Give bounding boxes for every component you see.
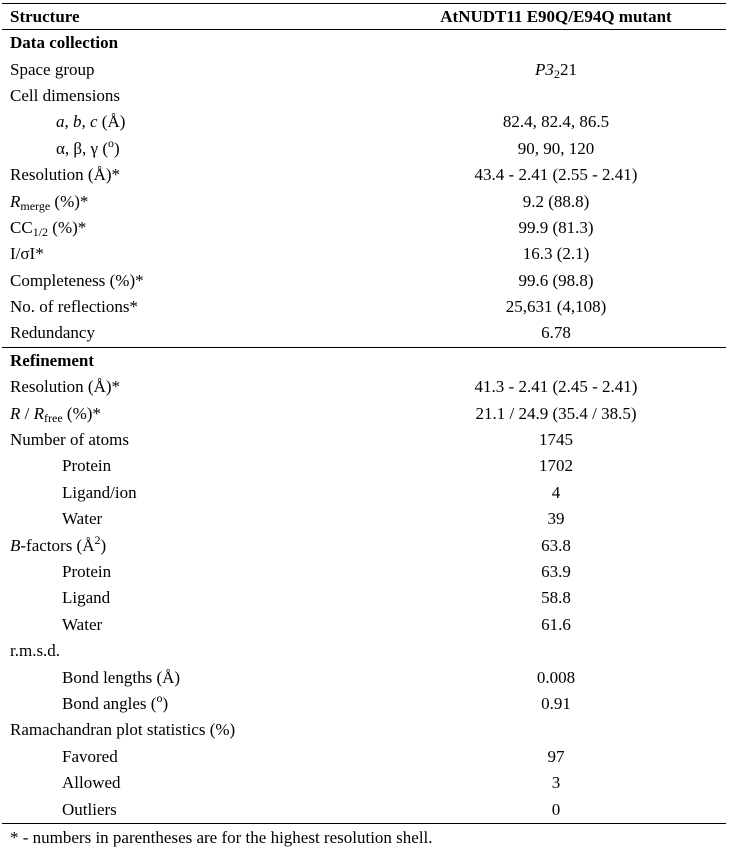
row-value: 61.6 xyxy=(541,614,571,634)
label-text: (%)* xyxy=(48,217,87,237)
table-row xyxy=(2,427,726,453)
label-text: / xyxy=(20,403,34,423)
space-group-suffix: 21 xyxy=(559,59,577,79)
table-row xyxy=(2,480,726,506)
label-sub: free xyxy=(44,410,63,425)
row-value: 63.8 xyxy=(541,535,571,555)
row-label: Outliers xyxy=(2,796,386,823)
row-label: Protein xyxy=(62,562,112,581)
row-label: r.m.s.d. xyxy=(10,641,61,661)
row-value: 82.4, 82.4, 86.5 xyxy=(502,112,610,132)
label-sup: 2 xyxy=(94,532,101,547)
row-value: 90, 90, 120 xyxy=(517,138,595,158)
row-value: 99.6 (98.8) xyxy=(518,270,594,290)
label-text: α, β, γ ( xyxy=(56,138,108,158)
row-label: Number of atoms xyxy=(10,430,129,450)
label-r: R xyxy=(33,403,45,423)
row-label: Redundancy xyxy=(10,323,95,343)
row-label: Ligand xyxy=(62,588,111,608)
row-value: 9.2 (88.8) xyxy=(522,191,590,211)
table-row xyxy=(2,770,726,796)
row-value: 0.008 xyxy=(536,667,576,687)
row-value: 16.3 (2.1) xyxy=(522,244,590,264)
row-label: Ligand/ion xyxy=(62,482,137,502)
label-unit: (Å) xyxy=(97,112,126,132)
row-label xyxy=(2,215,386,241)
table-row xyxy=(2,215,726,241)
row-label: Ramachandran plot statistics (%) xyxy=(10,720,236,740)
row-label: Allowed xyxy=(62,773,121,793)
row-value: 58.8 xyxy=(541,588,571,608)
table-row xyxy=(2,320,726,347)
row-label xyxy=(2,136,386,162)
section-data-collection: Data collection xyxy=(10,33,119,53)
table-row xyxy=(2,506,726,532)
label-sup: o xyxy=(107,135,114,150)
section-row xyxy=(2,30,726,57)
row-value: 97 xyxy=(547,746,565,766)
row-value: 99.9 (81.3) xyxy=(518,217,594,237)
row-value: 0.91 xyxy=(541,693,571,713)
table-row xyxy=(2,559,726,585)
row-label: Resolution (Å)* xyxy=(10,165,121,185)
row-value: 1702 xyxy=(539,456,573,476)
section-row xyxy=(2,347,726,374)
table-header-row xyxy=(2,4,726,30)
table-row xyxy=(2,188,726,214)
row-value: 0 xyxy=(386,796,726,823)
header-mutant: AtNUDT11 E90Q/E94Q mutant xyxy=(386,4,726,30)
label-text: (%)* xyxy=(50,191,89,211)
row-value xyxy=(386,56,726,82)
row-value: 43.4 - 2.41 (2.55 - 2.41) xyxy=(474,165,638,185)
table-row xyxy=(2,585,726,611)
table-footnote: * - numbers in parentheses are for the highest resolution shell. xyxy=(10,828,433,847)
label-text: ) xyxy=(113,138,120,158)
label-sup: o xyxy=(156,690,163,705)
table-row xyxy=(2,162,726,188)
row-value: 25,631 (4,108) xyxy=(505,297,607,317)
table-row xyxy=(2,691,726,717)
label-sub: 1/2 xyxy=(32,224,49,239)
table-row xyxy=(2,374,726,400)
table-row xyxy=(2,744,726,770)
table-row xyxy=(2,796,726,823)
label-text: ) xyxy=(100,535,107,555)
crystallography-table xyxy=(2,3,726,824)
label-r: R xyxy=(10,191,21,211)
row-label: Favored xyxy=(62,746,118,766)
table-row xyxy=(2,400,726,426)
label-sep: , xyxy=(64,112,73,132)
table-row xyxy=(2,83,726,109)
label-text: CC xyxy=(10,217,33,237)
row-value: 4 xyxy=(551,482,561,502)
row-label: Water xyxy=(62,614,103,634)
row-label xyxy=(2,188,386,214)
section-refinement: Refinement xyxy=(2,347,726,374)
label-b: b xyxy=(73,112,82,132)
table-row xyxy=(2,241,726,267)
row-value: 39 xyxy=(547,509,565,529)
header-structure: Structure xyxy=(2,4,386,30)
row-value: 1745 xyxy=(539,430,573,450)
label-sub: merge xyxy=(20,198,51,213)
row-label: Resolution (Å)* xyxy=(10,377,121,397)
row-value: 21.1 / 24.9 (35.4 / 38.5) xyxy=(475,403,637,423)
table-row xyxy=(2,717,726,743)
row-value: 3 xyxy=(551,773,561,793)
row-value: 41.3 - 2.41 (2.45 - 2.41) xyxy=(474,377,638,397)
row-label: Cell dimensions xyxy=(10,85,121,105)
label-b: B xyxy=(10,535,21,555)
row-label xyxy=(2,532,386,558)
row-label xyxy=(2,691,386,717)
label-text: -factors (Å xyxy=(20,535,95,555)
row-label xyxy=(2,400,386,426)
space-group-symbol: P3 xyxy=(535,59,554,79)
row-label: Completeness (%)* xyxy=(10,270,144,290)
row-label: I/σI* xyxy=(10,244,44,264)
table-row xyxy=(2,268,726,294)
label-c: c xyxy=(90,112,98,132)
row-label: Water xyxy=(62,509,103,529)
table-row xyxy=(2,532,726,558)
row-value: 63.9 xyxy=(541,562,571,581)
label-text: ) xyxy=(162,693,169,713)
row-label: Bond lengths (Å) xyxy=(62,667,181,687)
label-text: Bond angles ( xyxy=(62,693,157,713)
row-label: Space group xyxy=(10,59,95,79)
row-label: Protein xyxy=(62,456,112,476)
table-row xyxy=(2,453,726,479)
table-row xyxy=(2,612,726,638)
table-row xyxy=(2,56,726,82)
label-text: (%)* xyxy=(62,403,101,423)
row-label xyxy=(2,109,386,135)
table-row xyxy=(2,638,726,664)
label-r: R xyxy=(10,403,21,423)
row-value: 6.78 xyxy=(541,323,571,343)
table-row xyxy=(2,109,726,135)
label-a: a xyxy=(56,112,65,132)
table-row xyxy=(2,664,726,690)
row-label: No. of reflections* xyxy=(10,297,138,317)
table-row xyxy=(2,294,726,320)
space-group-subscript: 2 xyxy=(553,66,560,81)
label-sep: , xyxy=(81,112,90,132)
table-row xyxy=(2,136,726,162)
